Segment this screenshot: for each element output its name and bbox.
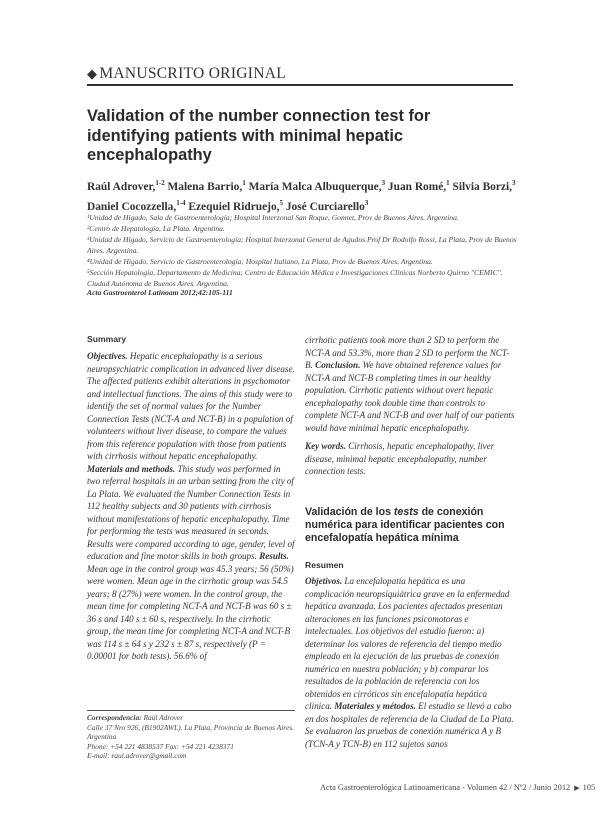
- methods-text: This study was performed in two referral hospitals in an urban setting from the city of La Plata. We evaluated the Number Connection Tests in 112 healthy subjects and 30 patients with cirrhosis without manifestations of hepatic encephalopathy. Time for performing the tests was measured in seconds. Results were compared according to age, gender, level of education and fine motor skills in both groups.: [87, 463, 295, 561]
- diamond-bullet-icon: ◆: [87, 66, 98, 81]
- conclusion-label: Conclusion.: [315, 360, 361, 370]
- spanish-title: Validación de los tests de conexión numérica para identificar pacientes con encefalopatía hepática mínima: [305, 506, 505, 545]
- affiliation: ⁵Sección Hepatología, Departamento de Medicina; Centro de Educación Médica e Investigaciones Clínicas Norberto Quirno "CEMIC". Ciudad Autónoma de Buenos Aires. Argentina.: [87, 268, 503, 288]
- results-text: Mean age in the control group was 45.3 years; 56 (50%) were women. Mean age in the cirrhotic group was 54.5 years; 8 (27%) were women. In the control group, the mean time for completing NCT-A and NCT-B was 60 s ± 36 s and 140 s ± 60 s, respectively. In the cirrhotic group, the mean time for completing NCT-A and NCT-B was 114 s ± 64 s y 232 s ± 87 s, respectively (P = 0.00001 for both tests). 56.6% of: [87, 563, 294, 661]
- section-rule: [87, 84, 513, 86]
- page-footer: [320, 783, 595, 792]
- objectives-label: Objectives.: [87, 351, 128, 361]
- correspondence-address: Calle 37 Nro 926, (B1902AWL). La Plata, Provincia de Buenos Aires. Argentina: [87, 722, 294, 742]
- section-label: ◆ MANUSCRITO ORIGINAL: [87, 65, 286, 82]
- correspondence-phone: Phone: +54 221 4838537 Fax: +54 221 4238371: [87, 741, 234, 751]
- author-list: [87, 175, 517, 215]
- correspondence-rule: [87, 710, 295, 711]
- affiliation: ⁴Unidad de Hígado, Servicio de Gastroenterología; Hospital Italiano, La Plata, Prov de Buenos Aires. Argentina.: [87, 257, 433, 266]
- page-number: 105: [582, 783, 596, 792]
- objetivos-label: Objetivos.: [305, 576, 343, 586]
- conclusion-text: We have obtained reference values for NCT-A and NCT-B completing times in our healthy population. Cirrhotic patients without overt hepatic encephalopathy took double time than controls to complete NCT-A and NCT-B and over half of our patients would have minimal hepatic encephalopathy.: [305, 360, 515, 433]
- journal-reference: Acta Gastroenterol Latinoam 2012;42:105-111: [87, 288, 233, 297]
- summary-body: [87, 350, 295, 663]
- objetivos-text: La encefalopatía hepática es una complicación neuropsiquiátrica grave en la enfermedad hepática avanzada. Los pacientes afectados presentan alteraciones en las funciones psicomotoras e intelectuales. Los objetivos del estudio fueron: a) determinar los valores de referencia del tiempo medio empleado en la ejecución de las pruebas de conexión numérica en nuestra población; y b) comparar los resultados de la población de referencia con los obtenidos en cirróticos sin encefalopatía hepática clínica.: [305, 576, 510, 711]
- resumen-body: [305, 575, 515, 750]
- keywords: [305, 440, 515, 478]
- affiliation: ³Unidad de Hígado, Servicio de Gastroenterología; Hospital Interzonal General de Agudos Prof Dr Rodolfo Rossi, La Plata, Prov de Buenos Aires. Argentina.: [87, 235, 517, 255]
- resumen-heading: Resumen: [305, 560, 344, 570]
- author: Malena Barrio,$^1$: [164, 179, 246, 193]
- paper-title: Validation of the number connection test for identifying patients with minimal hepatic encephalopathy: [87, 107, 431, 164]
- metodos-label: Materiales y métodos.: [334, 701, 416, 711]
- objectives-text: Hepatic encephalopathy is a serious neuropsychiatric complication in advanced liver disease. The affected patients exhibit alterations in psychomotor and intellectual functions. The aims of this study were to identify the set of normal values for the Number Connection Tests (NCT-A and NCT-B) in a population of volunteers without liver disease, to compare the values from this reference population with those from patients with cirrhosis without hepatic encephalopathy.: [87, 351, 295, 461]
- affiliation: ²Centro de Hepatología, La Plata. Argentina.: [87, 224, 225, 233]
- author: Ezequiel Ridruejo,$^5$: [185, 198, 284, 213]
- correspondence-email[interactable]: E-mail: raul.adrover@gmail.com: [87, 751, 187, 761]
- affiliations: [87, 212, 519, 289]
- methods-label: Materials and methods.: [87, 463, 176, 474]
- affiliation: ¹Unidad de Hígado, Sala de Gastroenterología; Hospital Interzonal San Roque, Gonnet, Prov de Buenos Aires. Argentina.: [87, 213, 459, 222]
- summary-heading: Summary: [87, 334, 127, 344]
- author: Silvia Borzi,$^3$: [449, 179, 516, 193]
- correspondence-name: Raúl Adrover: [141, 713, 184, 722]
- summary-continuation: cirrhotic patients took more than 2 SD to perform the NCT-A and 53.3%, more than 2 SD to perform the NCT-B. Conclusion. We have obtained reference values for NCT-A and NCT-B completing times in our healthy population. Cirrhotic patients without overt hepatic encephalopathy took double time than controls to complete NCT-A and NCT-B and over half of our patients would have minimal hepatic encephalopathy.: [305, 335, 515, 433]
- author: Daniel Cocozzella,$^{1-4}$: [87, 198, 186, 213]
- author: José Curciarello$^3$: [283, 198, 369, 213]
- keywords-label: Key words.: [305, 441, 346, 451]
- keywords-text: Cirrhosis, hepatic encephalopathy, liver disease, minimal hepatic encephalopathy, number connection tests.: [305, 441, 495, 476]
- triangle-bullet-icon: ▶: [574, 784, 580, 792]
- author: María Malca Albuquerque,$^3$: [245, 179, 386, 193]
- correspondence: [87, 713, 297, 761]
- results-label: Results.: [259, 551, 289, 561]
- author: Juan Romé,$^1$: [385, 179, 450, 193]
- footer-journal: Acta Gastroenterológica Latinoamericana - Volumen 42 / Nº2 / Junio 2012: [320, 783, 571, 792]
- author: Raúl Adrover,$^{1-2}$: [87, 179, 165, 193]
- correspondence-label: Correspondencia:: [87, 713, 142, 722]
- metodos-text: El estudio se llevó a cabo en dos hospitales de referencia de la Ciudad de La Plata. Se evaluaron las pruebas de conexión numérica A y B (TCN-A y TCN-B) en 112 sujetos sanos: [305, 701, 514, 749]
